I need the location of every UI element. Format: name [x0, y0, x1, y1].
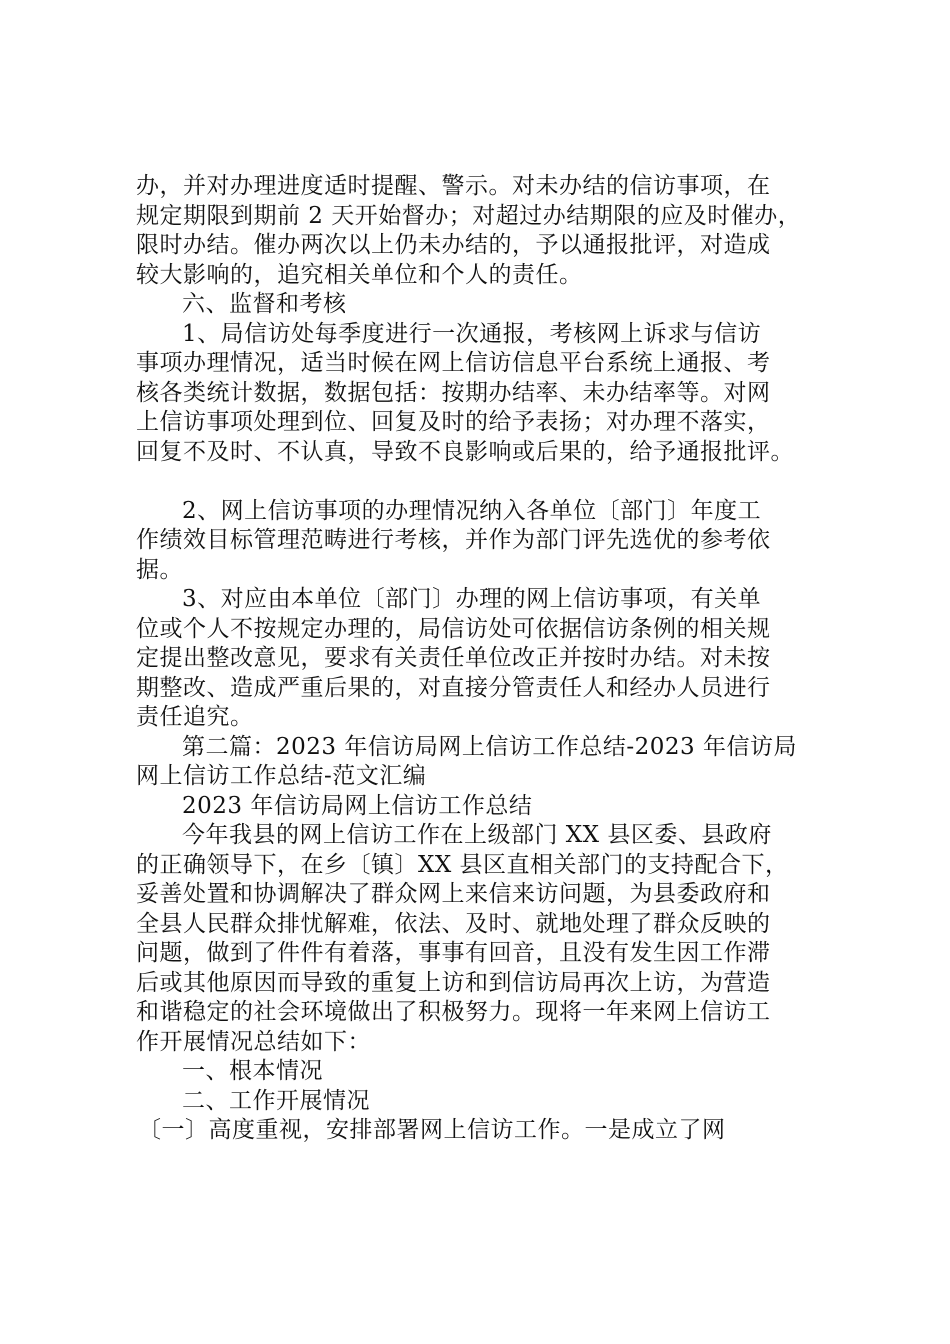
text-line: 和谐稳定的社会环境做出了积极努力。现将一年来网上信访工	[136, 999, 771, 1025]
text-line: 二、工作开展情况	[182, 1087, 370, 1114]
text-line: 核各类统计数据，数据包括：按期办结率、未办结率等。对网	[136, 379, 771, 406]
text-line: 责任追究。	[136, 704, 254, 730]
text-line: 作开展情况总结如下：	[136, 1028, 371, 1055]
text-line: 的正确领导下，在乡〔镇〕XX 县区直相关部门的支持配合下，	[136, 851, 789, 878]
text-line: 〔一〕高度重视，安排部署网上信访工作。一是成立了网	[138, 1117, 726, 1143]
text-line: 位或个人不按规定办理的，局信访处可依据信访条例的相关规	[136, 615, 771, 642]
text-line: 期整改、造成严重后果的，对直接分管责任人和经办人员进行	[136, 674, 771, 701]
text-line: 今年我县的网上信访工作在上级部门 XX 县区委、县政府	[182, 822, 772, 848]
text-line: 六、监督和考核	[182, 291, 347, 317]
text-line: 办，并对办理进度适时提醒、警示。对未办结的信访事项，在	[136, 173, 771, 199]
text-line: 较大影响的，追究相关单位和个人的责任。	[136, 261, 583, 288]
text-line: 作绩效目标管理范畴进行考核，并作为部门评先选优的参考依	[136, 527, 771, 553]
text-line: 事项办理情况，适当时候在网上信访信息平台系统上通报、考	[136, 350, 771, 376]
text-line: 2、网上信访事项的办理情况纳入各单位〔部门〕年度工	[182, 497, 762, 524]
text-line	[136, 467, 826, 497]
document-body	[136, 172, 826, 1146]
text-line: 规定期限到期前 2 天开始督办；对超过办结期限的应及时催办，	[136, 202, 802, 229]
text-line: 1、局信访处每季度进行一次通报，考核网上诉求与信访	[182, 320, 762, 347]
text-line: 妥善处置和协调解决了群众网上来信来访问题，为县委政府和	[136, 881, 771, 907]
text-line: 问题，做到了件件有着落，事事有回音，且没有发生因工作滞	[136, 940, 771, 966]
text-line: 定提出整改意见，要求有关责任单位改正并按时办结。对未按	[136, 645, 771, 671]
text-line: 全县人民群众排忧解难，依法、及时、就地处理了群众反映的	[136, 910, 771, 937]
text-line: 2023 年信访局网上信访工作总结	[182, 792, 533, 819]
text-line: 据。	[136, 556, 183, 583]
text-line: 3、对应由本单位〔部门〕办理的网上信访事项，有关单	[182, 586, 762, 612]
text-line: 上信访事项处理到位、回复及时的给予表扬；对办理不落实，	[136, 409, 771, 435]
text-line: 限时办结。催办两次以上仍未办结的，予以通报批评，对造成	[136, 232, 771, 258]
text-line: 网上信访工作总结-范文汇编	[136, 763, 427, 789]
text-line: 一、根本情况	[182, 1058, 323, 1084]
text-line: 回复不及时、不认真，导致不良影响或后果的，给予通报批评。	[136, 438, 794, 465]
text-line: 后或其他原因而导致的重复上访和到信访局再次上访，为营造	[136, 969, 771, 996]
text-line: 第二篇：2023 年信访局网上信访工作总结-2023 年信访局	[182, 733, 797, 760]
